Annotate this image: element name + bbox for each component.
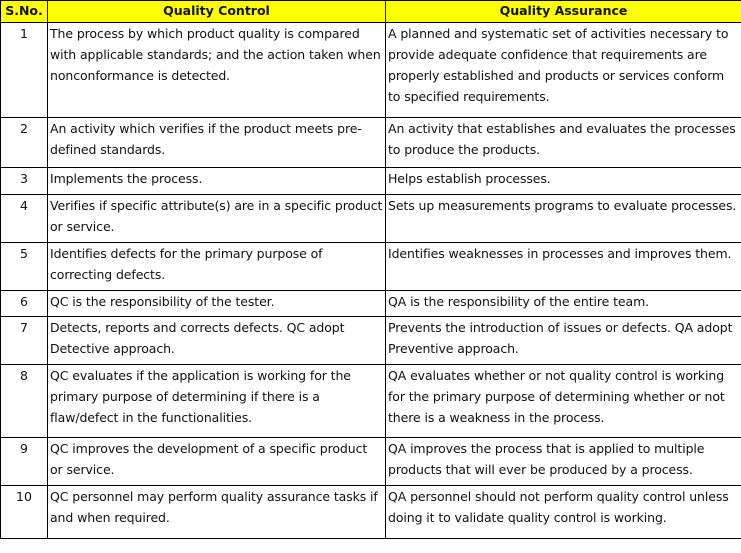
table-row <box>1 486 741 539</box>
row-sno: 4 <box>1 195 48 243</box>
row-quality-assurance: QA evaluates whether or not quality control is working for the primary purpose of determining whether or not there is a weakness in the process. <box>386 365 741 438</box>
table-row <box>1 243 741 291</box>
row-sno: 9 <box>1 438 48 486</box>
row-quality-control: QC improves the development of a specific product or service. <box>48 438 386 486</box>
table-row <box>1 438 741 486</box>
row-quality-control: Identifies defects for the primary purpose of correcting defects. <box>48 243 386 291</box>
table-row <box>1 365 741 438</box>
header-quality-assurance: Quality Assurance <box>386 1 741 23</box>
header-quality-control: Quality Control <box>48 1 386 23</box>
row-quality-assurance: QA is the responsibility of the entire team. <box>386 291 741 317</box>
table-row <box>1 291 741 317</box>
row-sno: 10 <box>1 486 48 539</box>
row-sno: 2 <box>1 118 48 168</box>
table-row <box>1 317 741 365</box>
row-sno: 3 <box>1 168 48 195</box>
table-row <box>1 168 741 195</box>
row-quality-assurance: An activity that establishes and evaluates the processes to produce the products. <box>386 118 741 168</box>
row-quality-assurance: Identifies weaknesses in processes and improves them. <box>386 243 741 291</box>
header-sno: S.No. <box>1 1 48 23</box>
row-quality-control: Detects, reports and corrects defects. QC adopt Detective approach. <box>48 317 386 365</box>
row-quality-assurance: Helps establish processes. <box>386 168 741 195</box>
row-quality-control: The process by which product quality is compared with applicable standards; and the action taken when nonconformance is detected. <box>48 23 386 118</box>
row-quality-control: QC evaluates if the application is working for the primary purpose of determining if there is a flaw/defect in the functionalities. <box>48 365 386 438</box>
row-sno: 8 <box>1 365 48 438</box>
header-row <box>1 1 741 23</box>
row-sno: 6 <box>1 291 48 317</box>
row-quality-control: QC is the responsibility of the tester. <box>48 291 386 317</box>
table-row <box>1 195 741 243</box>
row-quality-control: Verifies if specific attribute(s) are in a specific product or service. <box>48 195 386 243</box>
row-quality-assurance: QA personnel should not perform quality control unless doing it to validate quality control is working. <box>386 486 741 539</box>
row-sno: 1 <box>1 23 48 118</box>
row-quality-assurance: A planned and systematic set of activities necessary to provide adequate confidence that requirements are properly established and products or services conform to specified requirements. <box>386 23 741 118</box>
row-quality-assurance: QA improves the process that is applied to multiple products that will ever be produced by a process. <box>386 438 741 486</box>
table-row <box>1 118 741 168</box>
row-quality-control: Implements the process. <box>48 168 386 195</box>
row-sno: 5 <box>1 243 48 291</box>
row-quality-control: QC personnel may perform quality assurance tasks if and when required. <box>48 486 386 539</box>
row-quality-assurance: Sets up measurements programs to evaluate processes. <box>386 195 741 243</box>
row-quality-control: An activity which verifies if the product meets pre-defined standards. <box>48 118 386 168</box>
row-sno: 7 <box>1 317 48 365</box>
row-quality-assurance: Prevents the introduction of issues or defects. QA adopt Preventive approach. <box>386 317 741 365</box>
table-row <box>1 23 741 118</box>
